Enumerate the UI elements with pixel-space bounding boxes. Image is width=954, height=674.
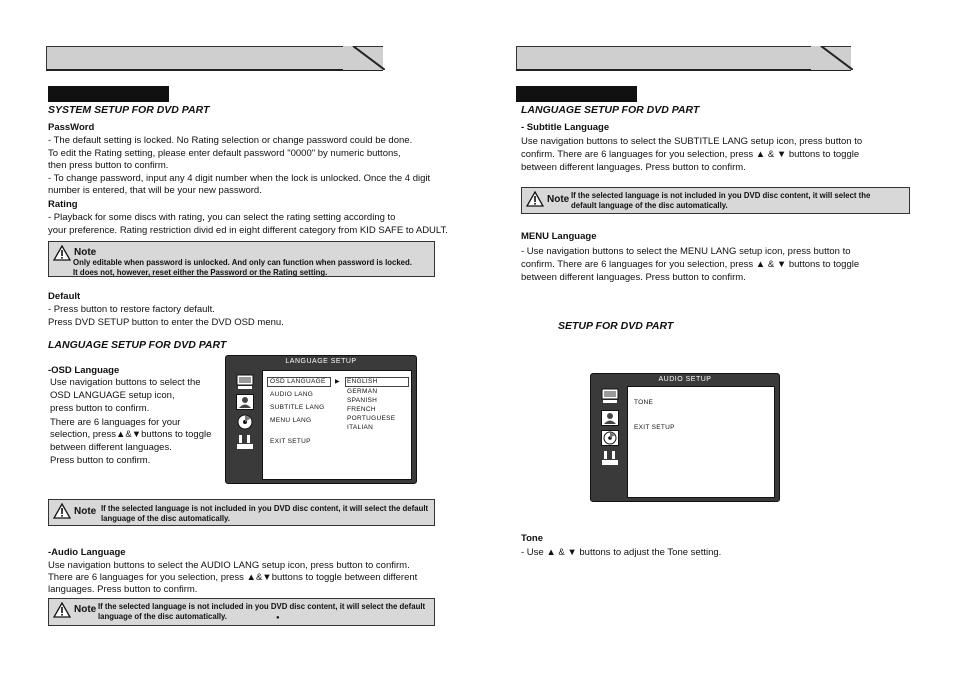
menu-language-line-2: confirm. There are 6 languages for you selection, press ▲ & ▼ buttons to toggle bbox=[521, 259, 860, 270]
tv-monitor-icon bbox=[236, 374, 254, 390]
osd-language-line-4: There are 6 languages for your bbox=[50, 417, 181, 428]
osd-option-spanish[interactable]: SPANISH bbox=[347, 397, 378, 404]
note-end-mark: ● bbox=[276, 615, 280, 621]
audio-language-heading: -Audio Language bbox=[48, 547, 126, 558]
osd-menu-item-audio-lang[interactable]: AUDIO LANG bbox=[270, 391, 314, 398]
section-title-language-setup: LANGUAGE SETUP FOR DVD PART bbox=[48, 339, 227, 351]
speaker-settings-icon bbox=[601, 450, 619, 466]
audio-language-line-2: There are 6 languages for you selection, press ▲&▼buttons to toggle between different bbox=[48, 572, 418, 583]
audio-language-line-3: languages. Press button to confirm. bbox=[48, 584, 198, 595]
osd-menu-title: AUDIO SETUP bbox=[658, 376, 712, 383]
osd-language-line-2: OSD LANGUAGE setup icon, bbox=[50, 390, 175, 401]
note-box-audio-language bbox=[48, 598, 435, 626]
note-text-line-2: language of the disc automatically. bbox=[98, 612, 227, 621]
password-line-2: To edit the Rating setting, please enter default password "0000" by numeric buttons, bbox=[48, 148, 401, 159]
note-label: Note bbox=[547, 194, 570, 205]
audio-disc-icon bbox=[236, 414, 254, 430]
note-text-line-2: It does not, however, reset either the Password or the Rating setting. bbox=[73, 268, 328, 277]
audio-language-line-1: Use navigation buttons to select the AUDIO LANG setup icon, press button to confirm. bbox=[48, 560, 410, 571]
osd-menu-item-exit-setup[interactable]: EXIT SETUP bbox=[634, 424, 675, 431]
osd-option-english[interactable]: ENGLISH bbox=[347, 378, 378, 385]
osd-language-line-3: press button to confirm. bbox=[50, 403, 150, 414]
osd-menu-item-exit-setup[interactable]: EXIT SETUP bbox=[270, 438, 311, 445]
osd-language-heading: -OSD Language bbox=[48, 365, 120, 376]
osd-language-line-1: Use navigation buttons to select the bbox=[50, 377, 201, 388]
osd-language-line-5: selection, press▲&▼buttons to toggle bbox=[50, 429, 212, 440]
note-label: Note bbox=[74, 506, 97, 517]
osd-menu-item-subtitle-lang[interactable]: SUBTITLE LANG bbox=[270, 404, 325, 411]
speaker-settings-icon bbox=[236, 434, 254, 450]
password-line-1: - The default setting is locked. No Rating selection or change password could be done. bbox=[48, 135, 413, 146]
default-line-2: Press DVD SETUP button to enter the DVD OSD menu. bbox=[48, 317, 284, 328]
osd-language-line-6: between different languages. bbox=[50, 442, 172, 453]
note-label: Note bbox=[74, 604, 97, 615]
tone-heading: Tone bbox=[521, 533, 543, 544]
tone-line-1: - Use ▲ & ▼ buttons to adjust the Tone setting. bbox=[521, 547, 722, 558]
osd-option-french[interactable]: FRENCH bbox=[347, 406, 376, 413]
rating-line-2: your preference. Rating restriction divid ed in eight different category from KID SAFE to ADULT. bbox=[48, 225, 448, 236]
note-label: Note bbox=[74, 247, 97, 258]
menu-language-heading: MENU Language bbox=[521, 231, 597, 242]
osd-option-german[interactable]: GERMAN bbox=[347, 388, 378, 395]
osd-menu-item-osd-language[interactable]: OSD LANGUAGE bbox=[270, 378, 326, 385]
right-page-header-bar bbox=[516, 46, 851, 71]
menu-language-line-1: - Use navigation buttons to select the MENU LANG setup icon, press button to bbox=[521, 246, 851, 257]
header-corner-decoration bbox=[811, 46, 853, 70]
rating-line-1: - Playback for some discs with rating, you can select the rating setting according to bbox=[48, 212, 396, 223]
header-corner-decoration bbox=[343, 46, 385, 70]
note-text-line-2: language of the disc automatically. bbox=[101, 514, 230, 523]
warning-icon bbox=[53, 245, 71, 261]
audio-setup-osd-menu bbox=[590, 373, 780, 502]
note-text-line-1: If the selected language is not included in you DVD disc content, it will select the bbox=[571, 191, 871, 200]
osd-menu-title: LANGUAGE SETUP bbox=[285, 358, 357, 365]
warning-icon bbox=[53, 602, 71, 618]
subtitle-language-line-2: confirm. There are 6 languages for you selection, press ▲ & ▼ buttons to toggle bbox=[521, 149, 860, 160]
password-line-4: - To change password, input any 4 digit number when the lock is unlocked. Once the 4 digit bbox=[48, 173, 431, 184]
osd-menu-item-menu-lang[interactable]: MENU LANG bbox=[270, 417, 312, 424]
menu-language-line-3: between different languages. Press button to confirm. bbox=[521, 272, 746, 283]
note-box-subtitle-language bbox=[521, 187, 910, 214]
warning-icon bbox=[526, 191, 544, 207]
note-box-password bbox=[48, 241, 435, 277]
osd-language-line-7: Press button to confirm. bbox=[50, 455, 151, 466]
left-page-header-bar bbox=[46, 46, 383, 71]
note-text-line-1: If the selected language is not included in you DVD disc content, it will select the default bbox=[101, 504, 429, 513]
password-heading: PassWord bbox=[48, 122, 95, 133]
osd-option-portuguese[interactable]: PORTUGUESE bbox=[347, 415, 396, 422]
password-line-3: then press button to confirm. bbox=[48, 160, 169, 171]
default-line-1: - Press button to restore factory default. bbox=[48, 304, 215, 315]
note-text-line-1: Only editable when password is unlocked. And only can function when password is locked. bbox=[73, 258, 412, 267]
right-section-tab bbox=[516, 86, 637, 102]
language-icon bbox=[236, 394, 254, 410]
subtitle-language-line-3: between different languages. Press button to confirm. bbox=[521, 162, 746, 173]
osd-arrow-icon: ▶ bbox=[335, 379, 340, 385]
warning-icon bbox=[53, 503, 71, 519]
rating-heading: Rating bbox=[48, 199, 78, 210]
subtitle-language-line-1: Use navigation buttons to select the SUBTITLE LANG setup icon, press button to bbox=[521, 136, 863, 147]
default-heading: Default bbox=[48, 291, 81, 302]
note-text-line-1: If the selected language is not included in you DVD disc content, it will select the default bbox=[98, 602, 426, 611]
osd-option-italian[interactable]: ITALIAN bbox=[347, 424, 374, 431]
subtitle-language-heading: - Subtitle Language bbox=[521, 122, 610, 133]
tv-monitor-icon bbox=[601, 388, 619, 404]
right-section-title-language-setup: LANGUAGE SETUP FOR DVD PART bbox=[521, 104, 700, 116]
osd-menu-panel bbox=[262, 370, 412, 480]
osd-menu-item-tone[interactable]: TONE bbox=[634, 399, 654, 406]
note-box-osd-language bbox=[48, 499, 435, 526]
audio-disc-icon bbox=[601, 430, 619, 446]
language-icon bbox=[601, 410, 619, 426]
language-setup-osd-menu bbox=[225, 355, 417, 484]
left-section-tab bbox=[48, 86, 169, 102]
password-line-5: number is entered, that will be your new password. bbox=[48, 185, 262, 196]
note-text-line-2: default language of the disc automatically. bbox=[571, 201, 728, 210]
section-title-system-setup: SYSTEM SETUP FOR DVD PART bbox=[48, 104, 210, 116]
section-title-setup: SETUP FOR DVD PART bbox=[558, 320, 674, 332]
osd-menu-panel bbox=[627, 386, 775, 498]
